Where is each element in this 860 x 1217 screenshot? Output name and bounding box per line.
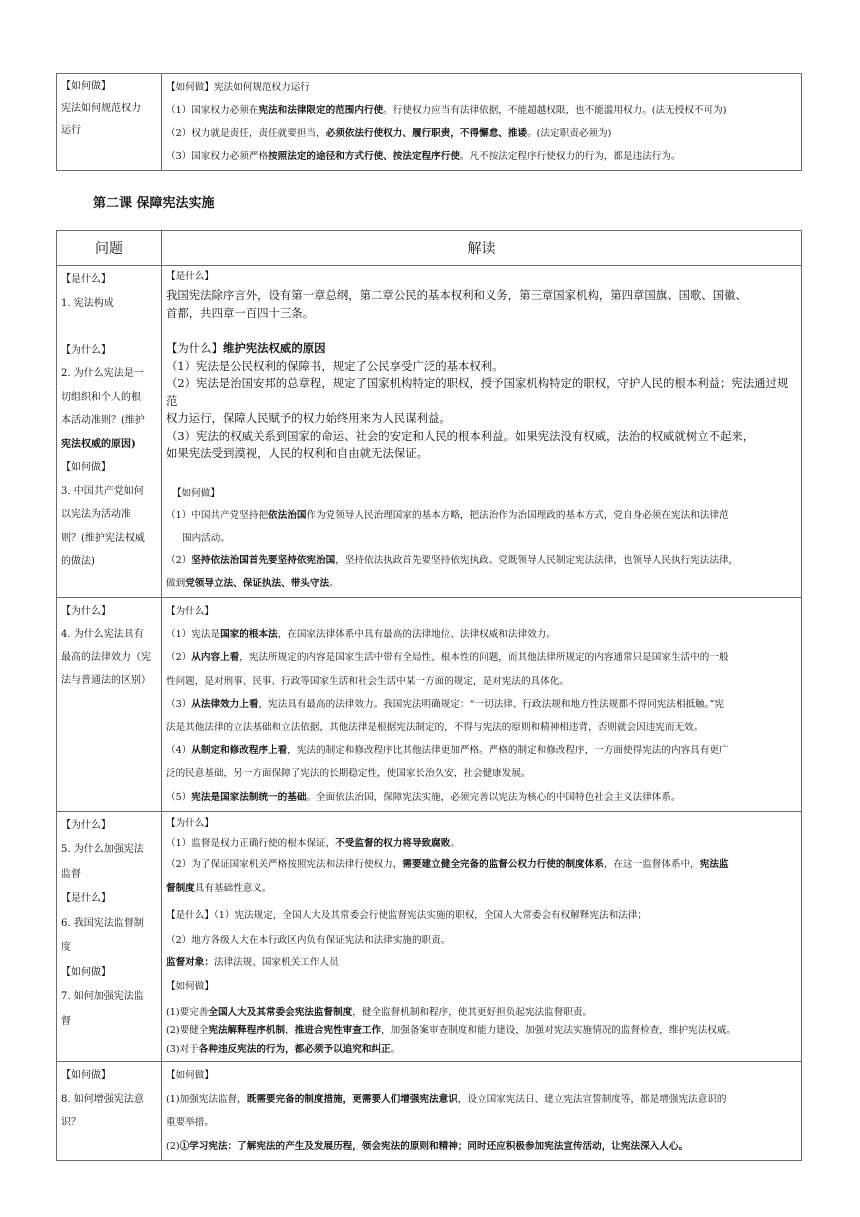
question-line: 8. 如何增强宪法意 xyxy=(61,1093,144,1105)
answer-line: (1)加强宪法监督，既需要完备的制度措施，更需要人们增强宪法意识，设立国家宪法日、建立宪法宣誓制度等，都是增强宪法意识的 xyxy=(166,1093,727,1105)
question-line: 【如何做】 xyxy=(61,966,111,978)
answer-line: （1）监督是权力正确行使的根本保证，不受监督的权力将导致腐败。 xyxy=(166,838,460,850)
answer-heading: 【如何做】宪法如何规范权力运行 xyxy=(166,82,310,93)
question-line: 5. 为什么加强宪法 xyxy=(61,844,144,856)
question-line: 度 xyxy=(61,942,71,954)
question-line: 【如何做】 xyxy=(61,81,111,92)
answer-line: 法是其他法律的立法基础和立法依据，其他法律是根据宪法制定的，不得与宪法的原则和精神相违背，否则就会因违宪而无效。 xyxy=(166,722,704,734)
question-line: 【是什么】 xyxy=(61,274,111,285)
document-page xyxy=(56,73,802,1161)
answer-line: 【是什么】（1）宪法规定，全国人大及其常委会行使监督宪法实施的职权，全国人大常委会有权解释宪法和法律； xyxy=(166,910,647,922)
answer-line: （2）从内容上看，宪法所规定的内容是国家生活中带有全局性、根本性的问题，而其他法律所规定的内容通常只是国家生活中的一般 xyxy=(166,652,729,664)
section-tag: 【如何做】 xyxy=(172,487,220,499)
answer-line: （2）地方各级人大在本行政区内负有保证宪法和法律实施的职责。 xyxy=(166,935,451,947)
answer-line: 做到党领导立法、保证执法、带头守法。 xyxy=(166,577,339,589)
answer-line: (2)要健全宪法解释程序机制，推进合宪性审查工作，加强备案审查制度和能力建设，加强对宪法实施情况的监督检查，维护宪法权威。 xyxy=(166,1025,737,1037)
answer-line: 泛的民意基础，另一方面保障了宪法的长期稳定性，使国家长治久安，社会健康发展。 xyxy=(166,768,531,780)
question-line: 识？ xyxy=(61,1117,81,1129)
question-cell xyxy=(57,266,162,598)
question-line: 监督 xyxy=(61,868,81,880)
answer-line: （2）宪法是治国安邦的总章程，规定了国家机构特定的职权，授予国家机构特定的职权，守护人民的根本利益；宪法通过规范 xyxy=(166,376,789,408)
section-tag: 【如何做】 xyxy=(166,1070,214,1082)
section-tag: 【为什么】 xyxy=(166,817,214,829)
question-line: 7. 如何加强宪法监 xyxy=(61,991,144,1003)
table-row xyxy=(57,74,802,171)
question-line: 【为什么】 xyxy=(61,606,111,617)
answer-cell xyxy=(162,1062,802,1161)
question-line: 则？(维护宪法权威 xyxy=(61,532,145,544)
question-line: 2. 为什么宪法是一 xyxy=(61,368,144,379)
question-line: 的做法) xyxy=(61,556,95,567)
question-line: 本活动准则？(维护 xyxy=(61,415,145,426)
answer-cell xyxy=(162,598,802,812)
table-row xyxy=(57,598,802,812)
answer-line: (1)要完善全国人大及其常委会宪法监督制度，健全监督机制和程序，使其更好担负起宪法监督职责。 xyxy=(166,1006,593,1018)
section-tag: 【为什么】 xyxy=(166,606,214,617)
question-line: 切组织和个人的根 xyxy=(61,391,141,403)
question-line: 【是什么】 xyxy=(61,893,111,905)
answer-cell xyxy=(162,74,802,171)
answer-line: （2）权力就是责任，责任就要担当，必须依法行使权力、履行职责，不得懈怠、推诿。(法定职责必须为) xyxy=(166,128,612,139)
section-tag: 【为什么】维护宪法权威的原因 xyxy=(166,341,326,355)
answer-line: 性问题，是对刑事、民事、行政等国家生活和社会生活中某一方面的规定，是对宪法的具体化。 xyxy=(166,675,569,687)
answer-cell xyxy=(162,266,802,598)
answer-line: （3）从法律效力上看，宪法具有最高的法律效力。我国宪法明确规定：“一切法律、行政法规和地方性法规都不得同宪法相抵触。”宪 xyxy=(166,698,724,710)
header-answer: 解读 xyxy=(162,231,802,266)
question-cell xyxy=(57,1062,162,1161)
answer-line: 督制度具有基础性意义。 xyxy=(166,883,272,895)
question-line: 最高的法律效力（宪 xyxy=(61,652,151,663)
answer-line: （4）从制定和修改程序上看，宪法的制定和修改程序比其他法律更加严格。严格的制定和修改程序，一方面使得宪法的内容具有更广 xyxy=(166,745,729,757)
question-line: 运行 xyxy=(61,125,81,136)
question-line: 1. 宪法构成 xyxy=(61,297,114,309)
question-cell xyxy=(57,811,162,1062)
answer-line: 我国宪法除序言外，设有第一章总纲，第二章公民的基本权利和义务，第三章国家机构，第四章国旗、国歌、国徽、 xyxy=(166,288,747,302)
header-question: 问题 xyxy=(57,231,162,266)
question-cell xyxy=(57,598,162,812)
answer-line: （1）宪法是公民权利的保障书，规定了公民享受广泛的基本权利。 xyxy=(166,358,504,373)
section-tag: 【是什么】 xyxy=(166,271,214,282)
answer-line: 如果宪法受到漠视，人民的权利和自由就无法保证。 xyxy=(166,446,428,460)
question-line: 【为什么】 xyxy=(61,344,111,356)
question-line: 【如何做】 xyxy=(61,462,111,473)
question-line: 6. 我国宪法监督制 xyxy=(61,917,144,929)
question-line: 【为什么】 xyxy=(61,819,111,831)
answer-line: （2）为了保证国家机关严格按照宪法和法律行使权力，需要建立健全完备的监督公权力行使的制度体系，在这一监督体系中，宪法监 xyxy=(166,858,729,870)
question-line: 督 xyxy=(61,1015,71,1027)
answer-line: （3）国家权力必须严格按照法定的途径和方式行使、按法定程序行使。凡不按法定程序行使权力的行为，都是违法行为。 xyxy=(166,151,681,162)
answer-line: （1）中国共产党坚持把依法治国作为党领导人民治理国家的基本方略，把法治作为治国理政的基本方式，党自身必须在宪法和法律范 xyxy=(166,510,729,521)
question-line xyxy=(61,315,157,339)
answer-line: （2）坚持依法治国首先要坚持依宪治国，坚持依法执政首先要坚持依宪执政。党既领导人民制定宪法法律，也领导人民执行宪法法律， xyxy=(166,555,739,566)
question-line: 【如何做】 xyxy=(61,1070,111,1082)
lesson-title: 第二课 保障宪法实施 xyxy=(93,196,215,211)
answer-line: 首都，共四章一百四十三条。 xyxy=(166,305,315,320)
answer-line: （1）宪法是国家的根本法，在国家法律体系中具有最高的法律地位、法律权威和法律效力。 xyxy=(166,629,556,641)
question-line: 宪法权威的原因) xyxy=(61,438,136,450)
table-row xyxy=(57,811,802,1062)
table-row xyxy=(57,266,802,598)
main-table xyxy=(56,230,802,1161)
answer-line: (3)对于各种违反宪法的行为，都必须予以追究和纠正。 xyxy=(166,1043,401,1055)
answer-line: 监督对象：法律法规、国家机关工作人员 xyxy=(166,957,339,969)
answer-line: （3）宪法的权威关系到国家的命运、社会的安定和人民的根本利益。如果宪法没有权威，法治的权威就树立不起来， xyxy=(166,428,755,443)
question-line: 以宪法为活动准 xyxy=(61,509,131,520)
top-table xyxy=(56,73,802,171)
answer-cell xyxy=(162,811,802,1062)
answer-line: 围内活动。 xyxy=(182,532,230,544)
answer-line: （1）国家权力必须在宪法和法律限定的范围内行使。行使权力应当有法律依据，不能超越权限，也不能滥用权力。(法无授权不可为) xyxy=(166,105,727,116)
answer-line: 重要举措。 xyxy=(166,1117,214,1129)
answer-line: （5）宪法是国家法制统一的基础。全面依法治国，保障宪法实施，必须完善以宪法为核心的中国特色社会主义法律体系。 xyxy=(166,791,681,803)
question-line: 法与普通法的区别） xyxy=(61,675,151,686)
answer-line: (2)①学习宪法：了解宪法的产生及发展历程，领会宪法的原则和精神；同时还应积极参加宪法宣传活动，让宪法深入人心。 xyxy=(166,1140,689,1152)
header-row xyxy=(57,231,802,266)
question-line: 4. 为什么宪法具有 xyxy=(61,629,144,640)
answer-line: 权力运行，保障人民赋予的权力始终用来为人民谋利益。 xyxy=(166,411,451,425)
section-tag: 【如何做】 xyxy=(166,980,214,992)
question-cell xyxy=(57,74,162,171)
table-row xyxy=(57,1062,802,1161)
question-line: 3. 中国共产党如何 xyxy=(61,485,144,497)
question-line: 宪法如何规范权力 xyxy=(61,103,141,114)
